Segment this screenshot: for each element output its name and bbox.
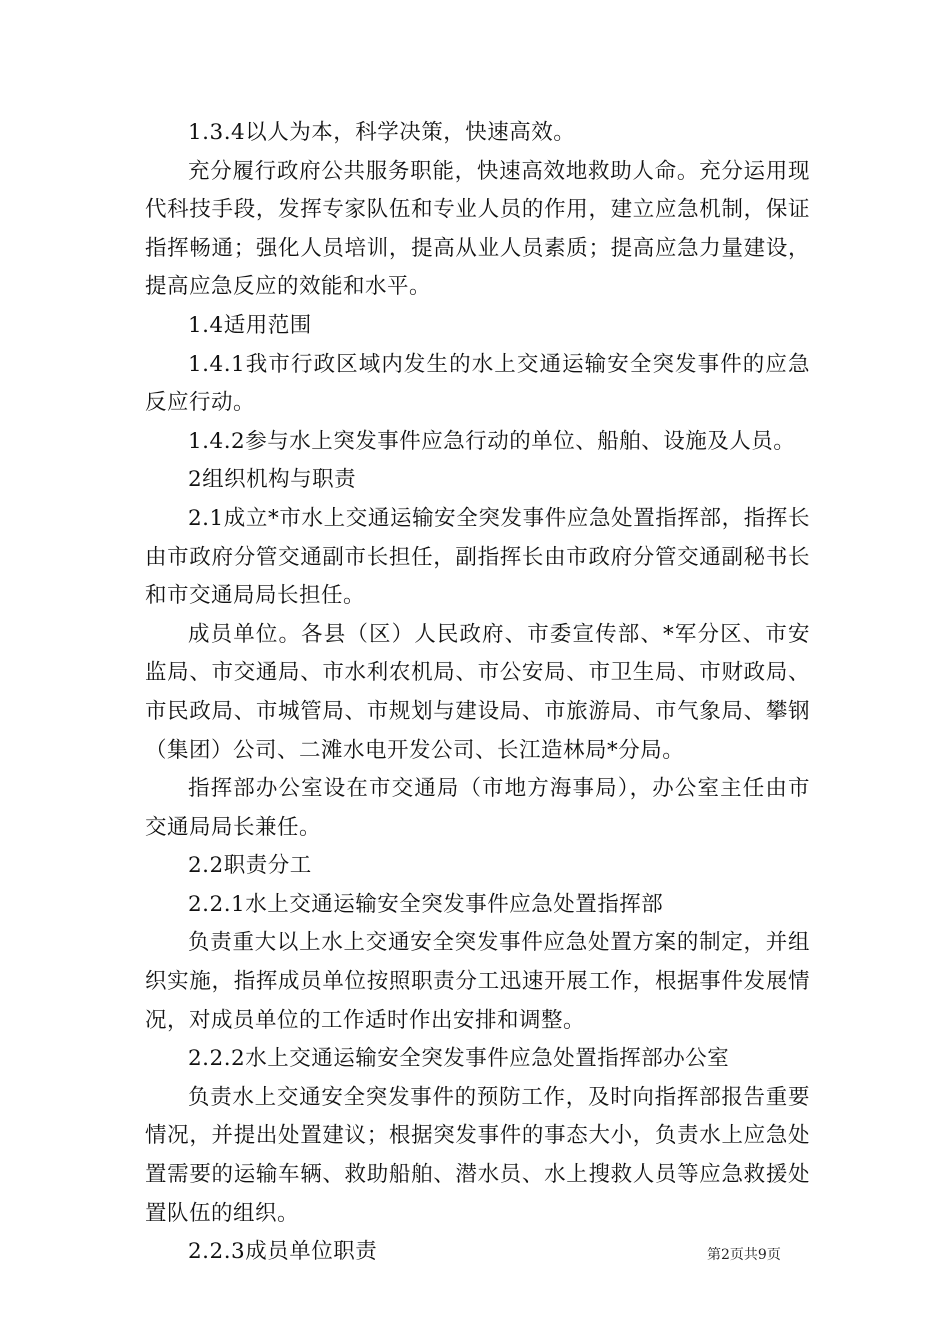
heading-2-2-2: 2.2.2水上交通运输安全突发事件应急处置指挥部办公室: [188, 1046, 730, 1072]
paragraph-office: 指挥部办公室设在市交通局（市地方海事局），办公室主任由市交通局局长兼任。: [145, 776, 810, 840]
heading-2-2: 2.2职责分工: [188, 853, 312, 879]
document-body: [145, 114, 810, 1272]
paragraph-office-duties: 负责水上交通安全突发事件的预防工作，及时向指挥部报告重要情况，并提出处置建议；根据突发事件的事态大小，负责水上应急处置需要的运输车辆、救助船舶、潜水员、水上搜救人员等应急救援处置队伍的组织。: [145, 1084, 810, 1226]
page-indicator: 第2页共9页: [707, 1247, 781, 1263]
paragraph-2-1: 2.1成立*市水上交通运输安全突发事件应急处置指挥部，指挥长由市政府分管交通副市长担任，副指挥长由市政府分管交通副秘书长和市交通局局长担任。: [145, 505, 810, 609]
paragraph-1-4-1: 1.4.1我市行政区域内发生的水上交通运输安全突发事件的应急反应行动。: [145, 351, 810, 416]
heading-2-2-1: 2.2.1水上交通运输安全突发事件应急处置指挥部: [188, 891, 664, 917]
paragraph-1-3-4: 1.3.4以人为本，科学决策，快速高效。: [188, 120, 576, 145]
paragraph-member-units: 成员单位。各县（区）人民政府、市委宣传部、*军分区、市安监局、市交通局、市水利农机局、市公安局、市卫生局、市财政局、市民政局、市城管局、市规划与建设局、市旅游局、市气象局、攀钢（集团）公司、二滩水电开发公司、长江造林局*分局。: [145, 621, 810, 763]
paragraph-command-duties: 负责重大以上水上交通安全突发事件应急处置方案的制定，并组织实施，指挥成员单位按照职责分工迅速开展工作，根据事件发展情况，对成员单位的工作适时作出安排和调整。: [145, 930, 810, 1033]
heading-2: 2组织机构与职责: [188, 467, 357, 493]
paragraph-1-4-2: 1.4.2参与水上突发事件应急行动的单位、船舶、设施及人员。: [188, 428, 796, 454]
paragraph-public-service: 充分履行政府公共服务职能，快速高效地救助人命。充分运用现代科技手段，发挥专家队伍和专业人员的作用，建立应急机制，保证指挥畅通；强化人员培训，提高从业人员素质；提高应急力量建设，提高应急反应的效能和水平。: [145, 158, 810, 300]
heading-2-2-3: 2.2.3成员单位职责: [188, 1239, 378, 1265]
heading-1-4: 1.4适用范围: [188, 312, 312, 338]
